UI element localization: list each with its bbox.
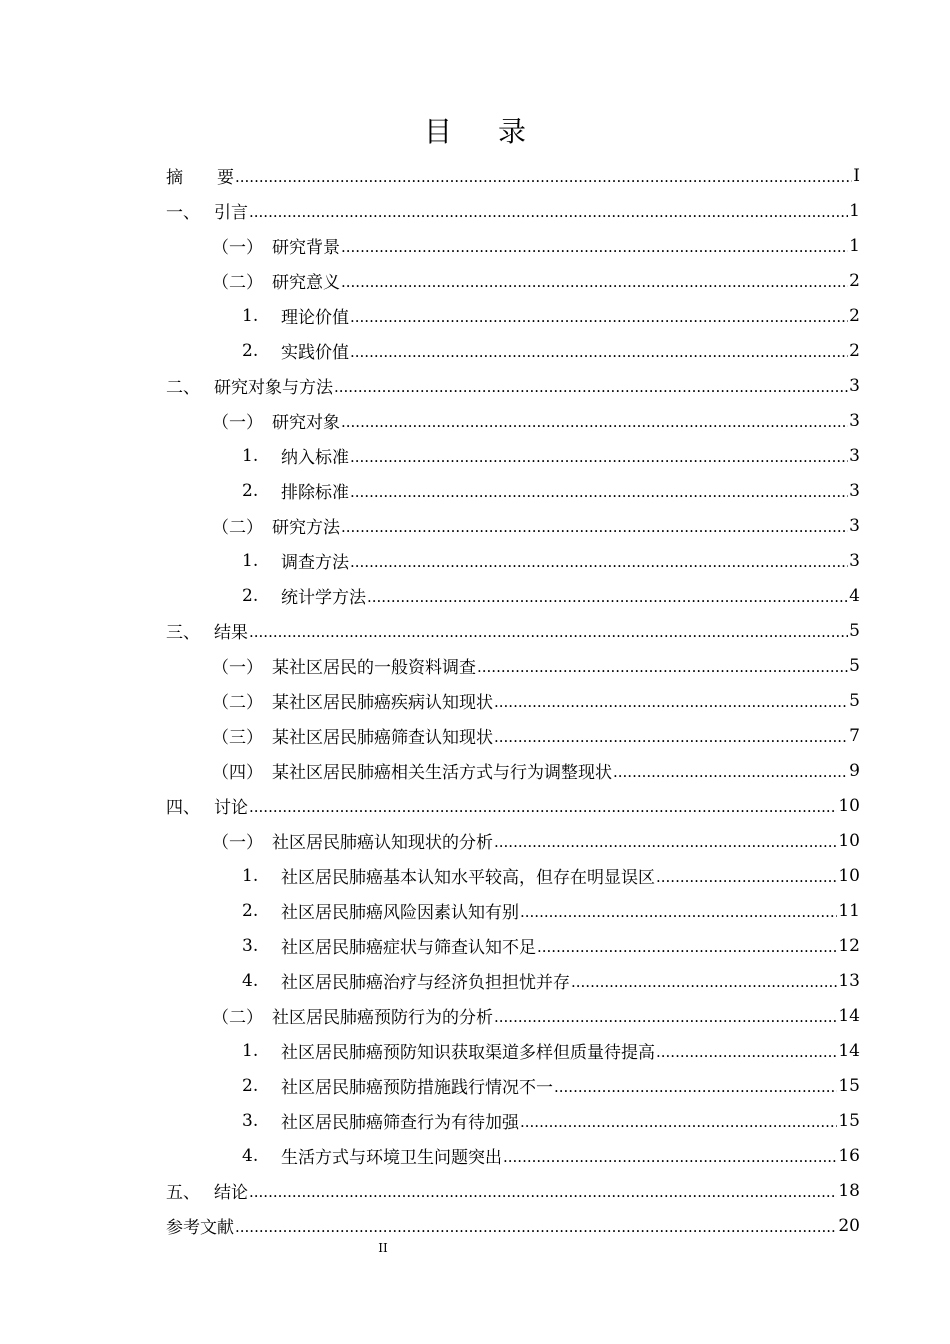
toc-entry-page: 1 bbox=[849, 235, 860, 256]
dot-leader bbox=[494, 831, 837, 851]
toc-entry-label: 讨论 bbox=[214, 798, 248, 818]
toc-entry[interactable] bbox=[166, 1173, 860, 1208]
toc-entry[interactable] bbox=[166, 473, 860, 508]
toc-entry-label: 社区居民肺癌预防知识获取渠道多样但质量待提高 bbox=[281, 1043, 655, 1063]
dot-leader bbox=[520, 1111, 837, 1131]
toc-entry-page: 5 bbox=[849, 655, 860, 676]
toc-entry-page: 10 bbox=[838, 865, 860, 886]
toc-entry-number: 2. bbox=[242, 480, 259, 501]
toc-entry-page: 7 bbox=[849, 725, 860, 746]
dot-leader bbox=[341, 271, 848, 291]
dot-leader bbox=[494, 1006, 837, 1026]
toc-entry-page: 5 bbox=[849, 620, 860, 641]
toc-entry[interactable] bbox=[166, 1068, 860, 1103]
dot-leader bbox=[494, 691, 848, 711]
toc-entry[interactable] bbox=[166, 963, 860, 998]
toc-entry-number: （一） bbox=[212, 413, 263, 433]
dot-leader bbox=[249, 201, 848, 221]
toc-entry[interactable] bbox=[166, 648, 860, 683]
toc-entry-label: 结论 bbox=[214, 1183, 248, 1203]
toc-entry-label: 某社区居民肺癌疾病认知现状 bbox=[272, 693, 493, 713]
toc-entry-label: 某社区居民肺癌筛查认知现状 bbox=[272, 728, 493, 748]
toc-entry[interactable] bbox=[166, 298, 860, 333]
toc-entry-label: 社区居民肺癌预防行为的分析 bbox=[272, 1008, 493, 1028]
dot-leader bbox=[249, 1181, 837, 1201]
toc-entry-page: 3 bbox=[849, 480, 860, 501]
toc-entry[interactable] bbox=[166, 228, 860, 263]
toc-entry-page: 9 bbox=[849, 760, 860, 781]
toc-entry[interactable] bbox=[166, 1033, 860, 1068]
dot-leader bbox=[350, 446, 848, 466]
dot-leader bbox=[367, 586, 848, 606]
toc-entry-label: 纳入标准 bbox=[281, 448, 349, 468]
toc-entry[interactable] bbox=[166, 333, 860, 368]
toc-entry-number: 四、 bbox=[166, 798, 200, 818]
toc-entry-page: 14 bbox=[838, 1005, 860, 1026]
dot-leader bbox=[350, 481, 848, 501]
dot-leader bbox=[494, 726, 848, 746]
toc-entry-label: 引言 bbox=[214, 203, 248, 223]
dot-leader bbox=[656, 866, 837, 886]
dot-leader bbox=[477, 656, 848, 676]
toc-entry-label: 实践价值 bbox=[281, 343, 349, 363]
toc-entry-label: 社区居民肺癌基本认知水平较高，但存在明显误区 bbox=[281, 868, 655, 888]
toc-entry[interactable] bbox=[166, 578, 860, 613]
toc-entry-number: （一） bbox=[212, 833, 263, 853]
dot-leader bbox=[249, 621, 848, 641]
toc-entry[interactable] bbox=[166, 858, 860, 893]
toc-entry-page: 3 bbox=[849, 410, 860, 431]
toc-entry-label: 某社区居民肺癌相关生活方式与行为调整现状 bbox=[272, 763, 612, 783]
page-title bbox=[0, 112, 950, 152]
toc-entry-number: 2. bbox=[242, 900, 259, 921]
toc-entry-label: 研究对象与方法 bbox=[214, 378, 333, 398]
toc-entry[interactable] bbox=[166, 613, 860, 648]
toc-entry-number: 1. bbox=[242, 445, 259, 466]
toc-entry-label: 研究背景 bbox=[272, 238, 340, 258]
toc-entry[interactable] bbox=[166, 718, 860, 753]
toc-entry-page: 2 bbox=[849, 340, 860, 361]
toc-entry-label: 理论价值 bbox=[281, 308, 349, 328]
toc-entry[interactable] bbox=[166, 158, 860, 193]
toc-entry-label: 社区居民肺癌风险因素认知有别 bbox=[281, 903, 519, 923]
dot-leader bbox=[341, 411, 848, 431]
toc-entry-page: 11 bbox=[838, 900, 860, 921]
toc-entry[interactable] bbox=[166, 998, 860, 1033]
toc-entry-number: （一） bbox=[212, 658, 263, 678]
toc-entry-page: 16 bbox=[838, 1145, 860, 1166]
toc-entry[interactable] bbox=[166, 403, 860, 438]
toc-entry-number: （二） bbox=[212, 693, 263, 713]
toc-entry-page: 12 bbox=[838, 935, 860, 956]
toc-entry-label: 调查方法 bbox=[281, 553, 349, 573]
toc-entry-number: （三） bbox=[212, 728, 263, 748]
dot-leader bbox=[503, 1146, 837, 1166]
toc-entry[interactable] bbox=[166, 893, 860, 928]
dot-leader bbox=[520, 901, 837, 921]
toc-entry[interactable] bbox=[166, 438, 860, 473]
toc-entry[interactable] bbox=[166, 788, 860, 823]
toc-entry-page: 10 bbox=[838, 830, 860, 851]
toc-entry-label: 研究意义 bbox=[272, 273, 340, 293]
toc-entry-page: 13 bbox=[838, 970, 860, 991]
toc-entry[interactable] bbox=[166, 508, 860, 543]
toc-entry-label: 社区居民肺癌预防措施践行情况不一 bbox=[281, 1078, 553, 1098]
toc-entry-label: 社区居民肺癌筛查行为有待加强 bbox=[281, 1113, 519, 1133]
toc-entry-number: 一、 bbox=[166, 203, 200, 223]
toc-entry[interactable] bbox=[166, 823, 860, 858]
toc-entry[interactable] bbox=[166, 1103, 860, 1138]
dot-leader bbox=[656, 1041, 837, 1061]
toc-entry-number: 五、 bbox=[166, 1183, 200, 1203]
toc-entry-number: （二） bbox=[212, 518, 263, 538]
toc-entry-label: 参考文献 bbox=[166, 1218, 234, 1238]
toc-entry-page: 15 bbox=[838, 1110, 860, 1131]
toc-entry-page: 14 bbox=[838, 1040, 860, 1061]
toc-entry-label: 社区居民肺癌认知现状的分析 bbox=[272, 833, 493, 853]
toc-entry[interactable] bbox=[166, 1138, 860, 1173]
toc-entry-number: 3. bbox=[242, 935, 259, 956]
dot-leader bbox=[537, 936, 837, 956]
toc-entry-page: 3 bbox=[849, 445, 860, 466]
toc-entry[interactable] bbox=[166, 753, 860, 788]
toc-entry-page: 18 bbox=[838, 1180, 860, 1201]
toc-entry-label: 社区居民肺癌症状与筛查认知不足 bbox=[281, 938, 536, 958]
toc-entry[interactable] bbox=[166, 193, 860, 228]
toc-entry-page: 1 bbox=[849, 200, 860, 221]
toc-entry-number: 1. bbox=[242, 1040, 259, 1061]
toc-entry-label: 生活方式与环境卫生问题突出 bbox=[281, 1148, 502, 1168]
toc-entry-page: 4 bbox=[849, 585, 860, 606]
toc-entry-number: 二、 bbox=[166, 378, 200, 398]
title-char-2: 录 bbox=[498, 115, 527, 148]
toc-entry[interactable] bbox=[166, 543, 860, 578]
toc-entry[interactable] bbox=[166, 928, 860, 963]
dot-leader bbox=[350, 306, 848, 326]
toc-entry-number: 2. bbox=[242, 340, 259, 361]
toc-entry-number: （二） bbox=[212, 1008, 263, 1028]
dot-leader bbox=[235, 1216, 837, 1236]
toc-entry-number: 4. bbox=[242, 1145, 259, 1166]
dot-leader bbox=[554, 1076, 837, 1096]
toc-entry-number: （四） bbox=[212, 763, 263, 783]
toc-entry-label: 摘 要 bbox=[166, 168, 234, 188]
toc-entry-label: 统计学方法 bbox=[281, 588, 366, 608]
toc-entry-page: 2 bbox=[849, 305, 860, 326]
footer-page-number: II bbox=[378, 1241, 388, 1255]
toc-entry-page: I bbox=[853, 165, 860, 186]
toc-entry-page: 5 bbox=[849, 690, 860, 711]
toc-entry-number: 1. bbox=[242, 305, 259, 326]
toc-entry[interactable] bbox=[166, 368, 860, 403]
toc-entry-number: 1. bbox=[242, 865, 259, 886]
toc-entry[interactable] bbox=[166, 263, 860, 298]
dot-leader bbox=[350, 341, 848, 361]
toc-entry-number: 3. bbox=[242, 1110, 259, 1131]
toc-entry-number: 三、 bbox=[166, 623, 200, 643]
dot-leader bbox=[334, 376, 848, 396]
toc-entry-number: （二） bbox=[212, 273, 263, 293]
toc-entry-page: 3 bbox=[849, 550, 860, 571]
dot-leader bbox=[249, 796, 837, 816]
toc-entry-page: 20 bbox=[838, 1215, 860, 1236]
toc-entry[interactable] bbox=[166, 683, 860, 718]
dot-leader bbox=[571, 971, 837, 991]
toc-entry-number: 2. bbox=[242, 1075, 259, 1096]
toc-entry-page: 3 bbox=[849, 515, 860, 536]
dot-leader bbox=[341, 516, 848, 536]
toc-entry-label: 研究方法 bbox=[272, 518, 340, 538]
toc-entry-number: 2. bbox=[242, 585, 259, 606]
toc-entry-label: 排除标准 bbox=[281, 483, 349, 503]
dot-leader bbox=[350, 551, 848, 571]
title-char-1: 目 bbox=[423, 115, 452, 148]
toc-entry-page: 15 bbox=[838, 1075, 860, 1096]
toc-entry-number: 4. bbox=[242, 970, 259, 991]
toc-entry-page: 10 bbox=[838, 795, 860, 816]
toc-entry[interactable] bbox=[166, 1208, 860, 1243]
dot-leader bbox=[235, 166, 852, 186]
toc-entry-label: 社区居民肺癌治疗与经济负担担忧并存 bbox=[281, 973, 570, 993]
table-of-contents bbox=[166, 158, 860, 1243]
toc-entry-page: 3 bbox=[849, 375, 860, 396]
toc-entry-number: 1. bbox=[242, 550, 259, 571]
toc-entry-label: 研究对象 bbox=[272, 413, 340, 433]
toc-entry-page: 2 bbox=[849, 270, 860, 291]
dot-leader bbox=[613, 761, 848, 781]
toc-entry-label: 某社区居民的一般资料调查 bbox=[272, 658, 476, 678]
toc-entry-label: 结果 bbox=[214, 623, 248, 643]
toc-entry-number: （一） bbox=[212, 238, 263, 258]
dot-leader bbox=[341, 236, 848, 256]
